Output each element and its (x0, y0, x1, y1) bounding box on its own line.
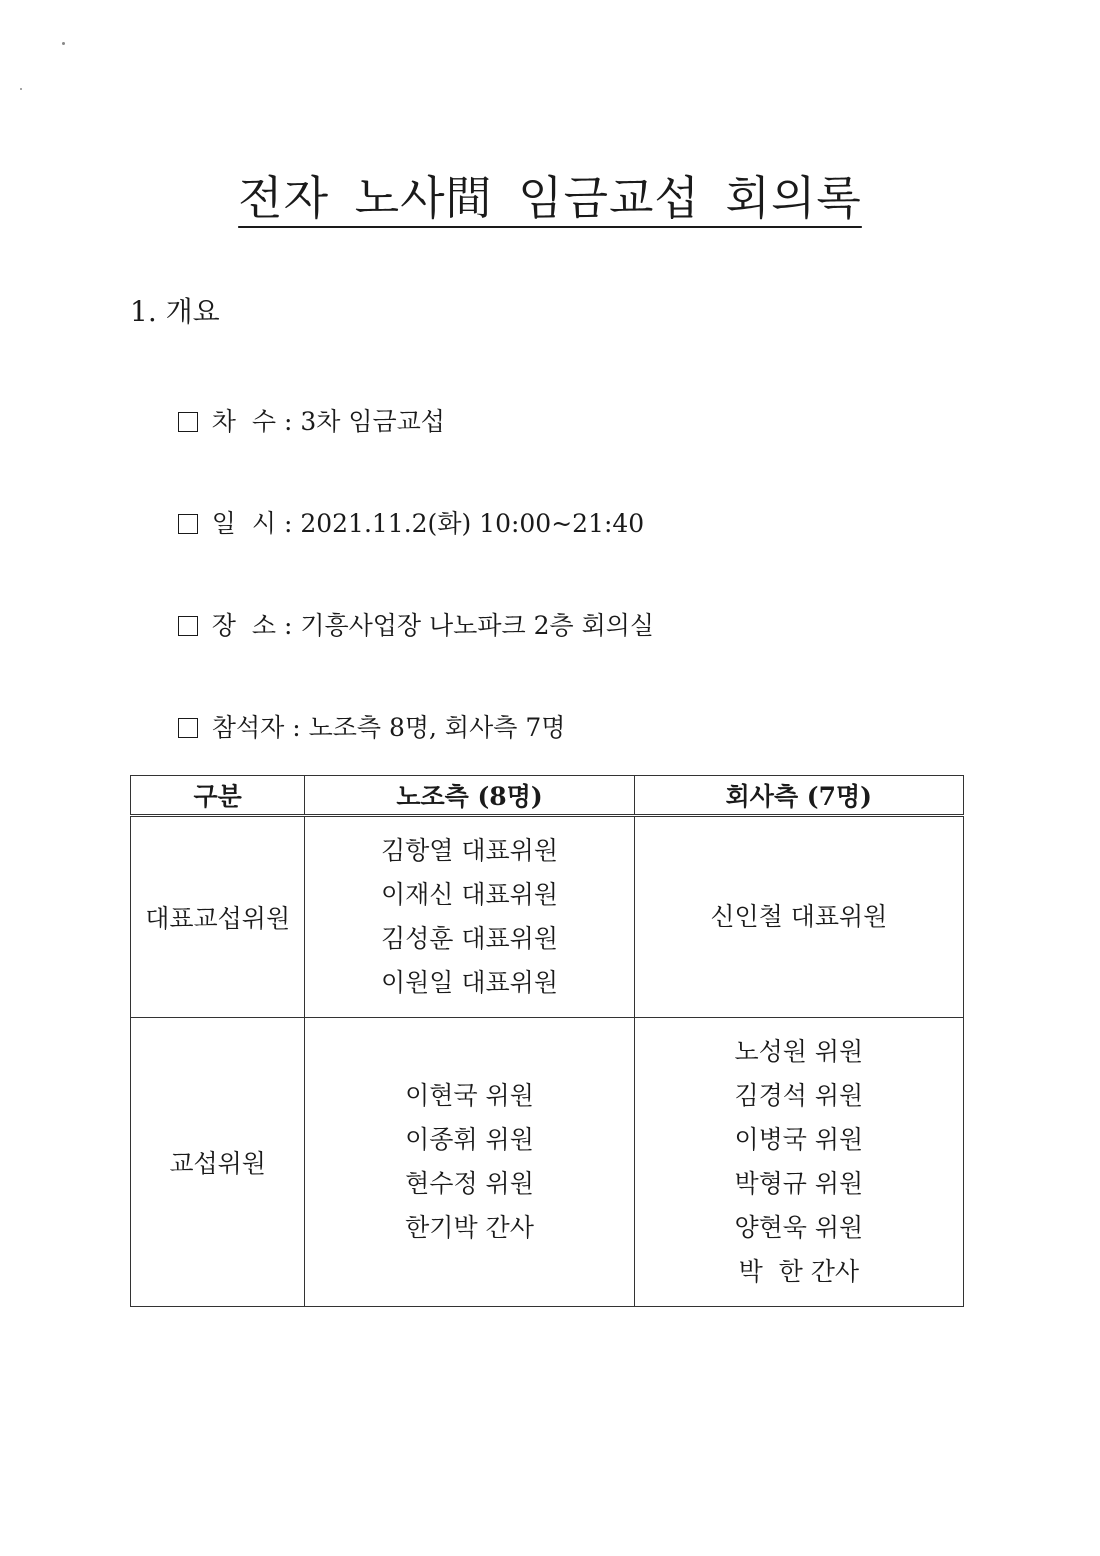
member-name: 이원일 대표위원 (380, 968, 558, 997)
union-members-cell (305, 816, 634, 1018)
overview-value: 노조측 8명, 회사측 7명 (308, 713, 566, 742)
overview-label: 일 시 (211, 509, 276, 538)
union-members-cell (305, 1018, 634, 1307)
overview-label: 차 수 (211, 407, 276, 436)
overview-label: 장 소 (211, 611, 276, 640)
scan-speck (62, 42, 65, 45)
document-title-text: 전자 노사間 임금교섭 회의록 (238, 171, 862, 225)
overview-value: 3차 임금교섭 (300, 407, 445, 436)
member-name: 박 한 간사 (738, 1257, 860, 1286)
company-members-cell (634, 816, 963, 1018)
checkbox-square-icon (178, 412, 198, 432)
checkbox-square-icon (178, 718, 198, 738)
scan-speck (20, 88, 22, 90)
overview-value: 2021.11.2(화) 10:00~21:40 (300, 509, 645, 538)
category-cell: 교섭위원 (131, 1018, 305, 1307)
category-cell: 대표교섭위원 (131, 816, 305, 1018)
member-name: 이현국 위원 (405, 1081, 534, 1110)
overview-item-attendees: 참석자 : 노조측 8명, 회사측 7명 (146, 674, 565, 782)
company-members-cell (634, 1018, 963, 1307)
checkbox-square-icon (178, 514, 198, 534)
overview-value: 기흥사업장 나노파크 2층 회의실 (300, 611, 655, 640)
member-name: 김경석 위원 (734, 1081, 864, 1110)
checkbox-square-icon (178, 616, 198, 636)
member-name: 한기박 간사 (405, 1213, 534, 1242)
member-name: 김항열 대표위원 (380, 836, 558, 865)
overview-item-location: 장 소 : 기흥사업장 나노파크 2층 회의실 (146, 572, 654, 680)
table-row (131, 816, 964, 1018)
overview-item-session: 차 수 : 3차 임금교섭 (146, 368, 445, 476)
header-category: 구분 (131, 776, 305, 816)
header-union: 노조측 (8명) (305, 776, 634, 816)
member-name: 양현욱 위원 (734, 1213, 864, 1242)
table-row (131, 1018, 964, 1307)
overview-label: 참석자 (211, 713, 285, 742)
member-name: 박형규 위원 (734, 1169, 864, 1198)
member-name: 현수정 위원 (405, 1169, 534, 1198)
header-company: 회사측 (7명) (634, 776, 963, 816)
table-header-row (131, 776, 964, 816)
section-heading: 1. 개요 (130, 295, 220, 328)
member-name: 김성훈 대표위원 (380, 924, 558, 953)
document-title (0, 168, 1100, 228)
overview-item-datetime: 일 시 : 2021.11.2(화) 10:00~21:40 (146, 470, 644, 578)
member-name: 노성원 위원 (734, 1037, 864, 1066)
member-name: 이종휘 위원 (405, 1125, 534, 1154)
member-name: 신인철 대표위원 (710, 902, 888, 931)
attendee-table (130, 775, 964, 1307)
member-name: 이재신 대표위원 (380, 880, 558, 909)
member-name: 이병국 위원 (734, 1125, 864, 1154)
